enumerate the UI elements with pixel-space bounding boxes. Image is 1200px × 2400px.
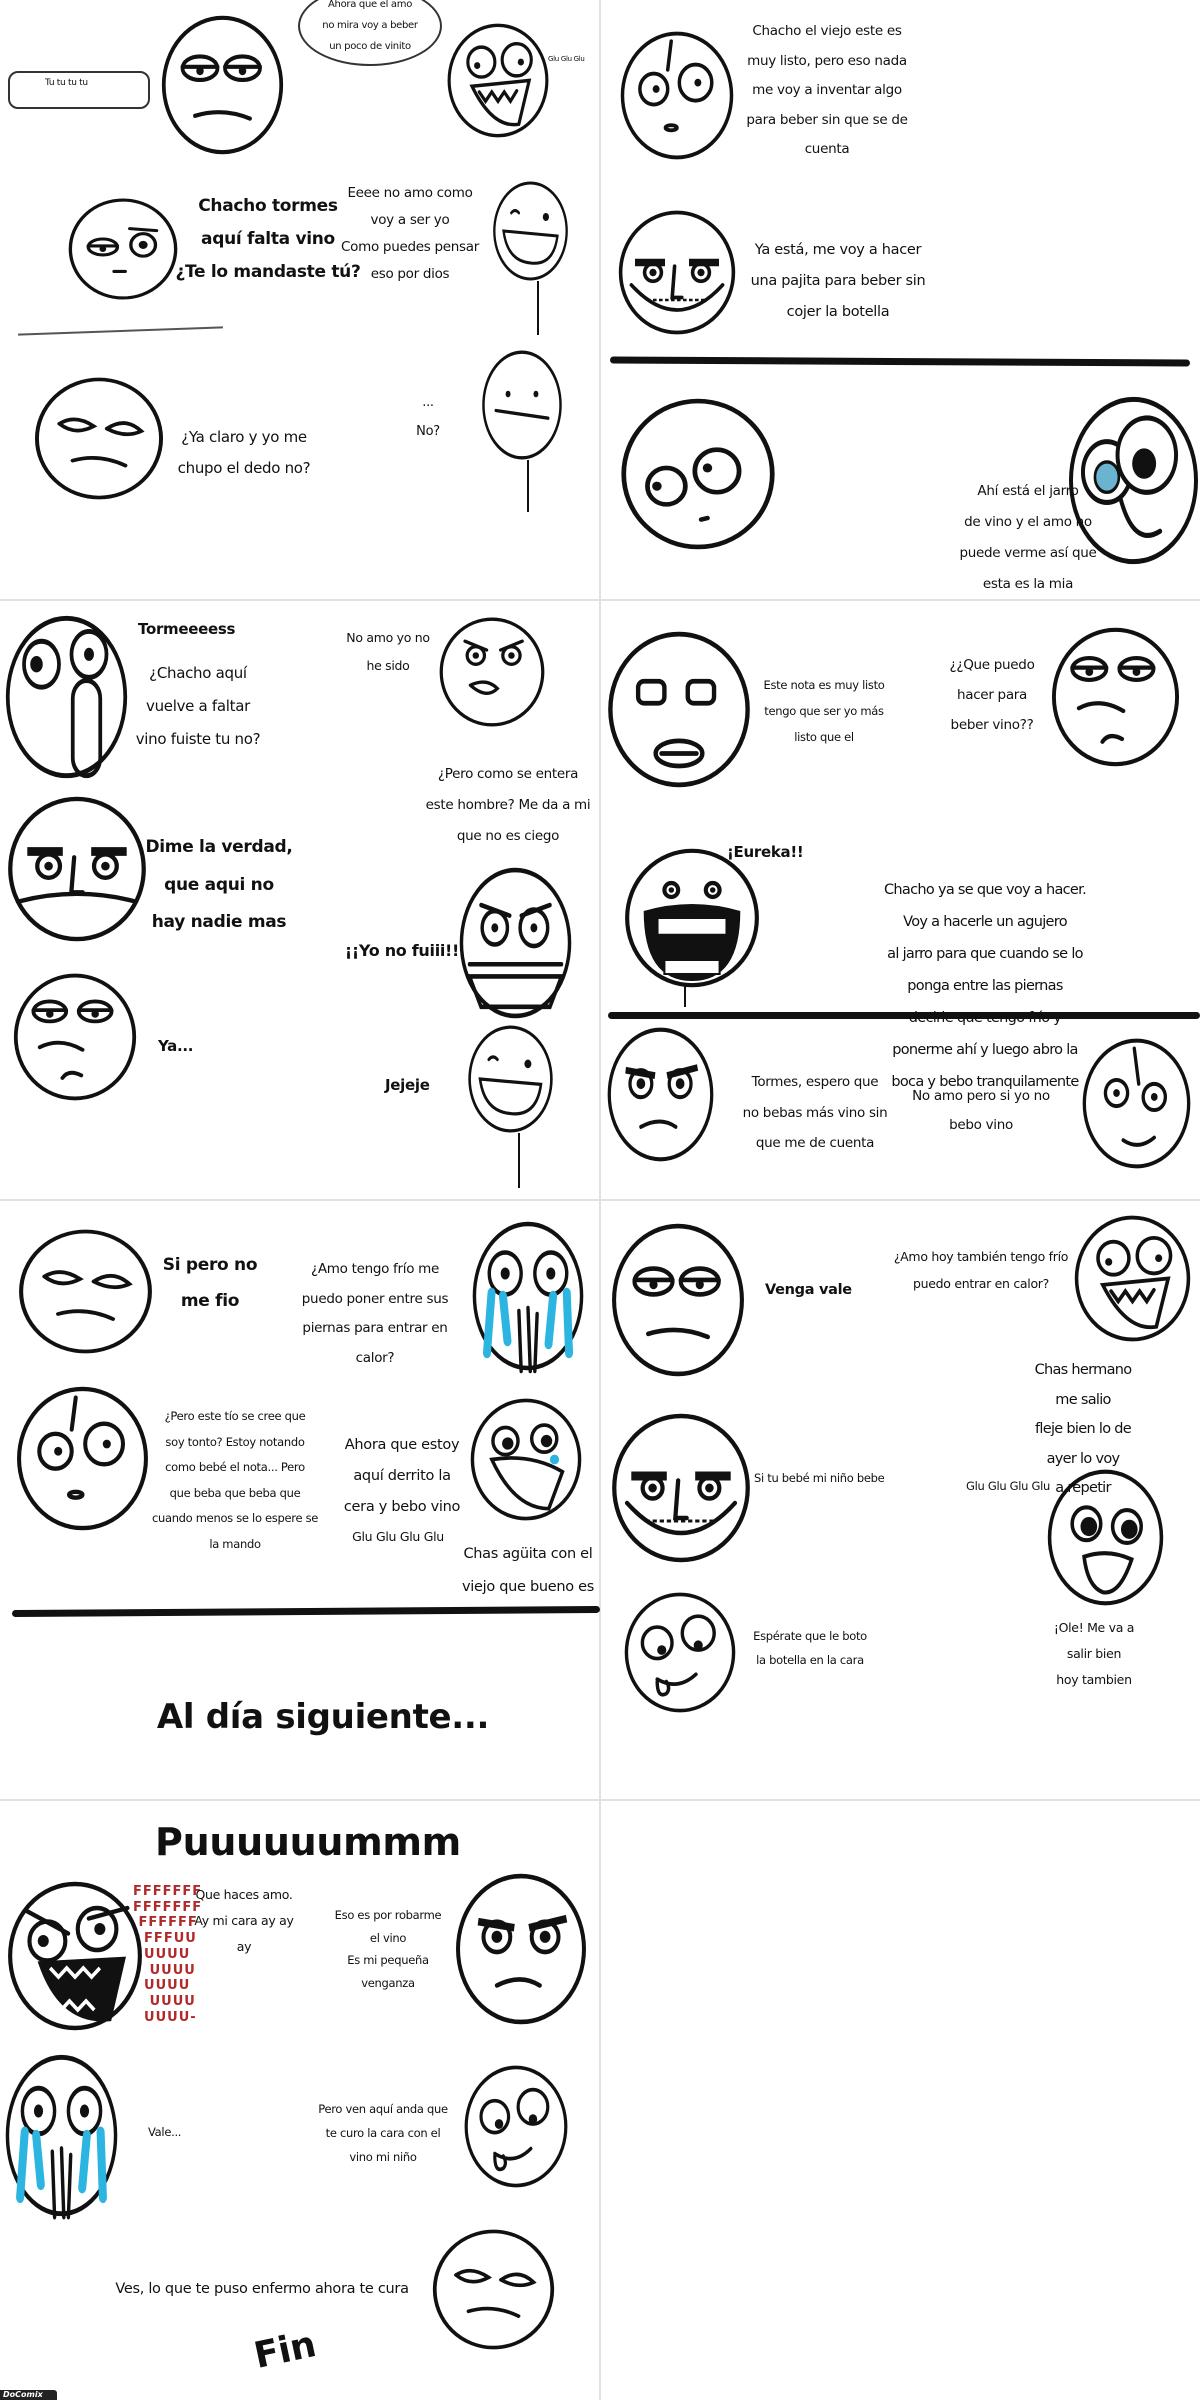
derp-face	[623, 1592, 737, 1713]
dialogue-text: Chacho tormes aquí falta vino ¿Te lo mandaste tú?	[175, 196, 361, 282]
poker-smile-face	[467, 1025, 554, 1133]
dialogue-text: ¡Eureka!!	[727, 843, 804, 861]
are-you-kidding-face	[33, 377, 165, 500]
desk-line	[18, 326, 223, 335]
rage-face	[6, 1881, 144, 2031]
dialogue-text: Ahora que estoy aquí derrito la cera y bebo vino	[343, 1437, 461, 1515]
dialogue-text: Espérate que le boto la botella en la cara	[753, 1629, 867, 1667]
dialogue-text: ... No?	[416, 395, 440, 439]
dialogue-text: ¡Ole! Me va a salir bien hoy tambien	[1053, 1620, 1135, 1687]
dialogue-text: Chacho ya se que voy a hacer. Voy a hacerle un agujero al jarro para que cuando se lo ponga entre las piernas decirle que tengo frío y ponerme ahí y luego abro la boca y bebo tranquilamente	[884, 882, 1086, 1090]
thought-text: Ahora que el amo no mira voy a beber un poco de vinito	[322, 0, 418, 52]
the-end-text: Fin	[250, 2324, 320, 2377]
speech-bubble	[8, 71, 150, 109]
gleeful-face	[446, 23, 550, 138]
dialogue-text: No amo pero si yo no bebo vino	[912, 1088, 1050, 1133]
gleeful-face	[1073, 1215, 1192, 1342]
stick-body	[527, 460, 529, 512]
dialogue-text: Ves, lo que te puso enfermo ahora te cura	[115, 2281, 409, 2297]
forever-alone-face	[623, 848, 761, 988]
smirk-face	[454, 1873, 588, 2025]
dialogue-text: ¿Chacho aquí vuelve a faltar vino fuiste tu no?	[135, 664, 261, 748]
dialogue-text: Este nota es muy listo tengo que ser yo más listo que el	[763, 678, 885, 744]
sound-text: Glu Glu Glu Glu	[965, 1479, 1051, 1493]
scene-divider	[610, 356, 1190, 366]
challenge-face	[12, 973, 138, 1101]
crying-face	[471, 1221, 585, 1371]
dialogue-text: ¿Amo tengo frío me puedo poner entre sus piernas para entrar en calor?	[301, 1261, 449, 1366]
dialogue-text: ¿Ya claro y yo me chupo el dedo no?	[177, 428, 311, 477]
speech-text: Tu tu tu tu	[45, 78, 88, 88]
dialogue-text: Chas agüita con el viejo que bueno es	[461, 1546, 595, 1595]
dialogue-text: Si tu bebé mi niño bebe	[754, 1471, 885, 1485]
dialogue-text: Ahí está el jarro de vino y el amo no puede verme así que esta es la mia	[959, 483, 1097, 592]
suspicious-face	[67, 198, 179, 300]
dialogue-text: ¿Amo hoy también tengo frío puedo entrar en calor?	[893, 1249, 1069, 1291]
dialogue-text: Eso es por robarme el vino Es mi pequeña venganza	[334, 1908, 442, 1990]
challenge-face	[1050, 627, 1181, 767]
dialogue-text: Tormeeeess	[138, 620, 236, 638]
y-u-no-face	[438, 617, 546, 727]
are-you-kidding-face	[431, 2229, 556, 2350]
sound-text: Glu Glu Glu	[548, 55, 585, 63]
stick-body	[518, 1133, 520, 1188]
dialogue-text: Ya...	[158, 1037, 194, 1055]
smug-face	[1081, 1038, 1192, 1169]
dialogue-text: Dime la verdad, que aqui no hay nadie mas	[145, 837, 293, 932]
are-you-kidding-face	[17, 1229, 154, 1354]
fffuuu-text: FFFFFFF FFFFFFF FFFFFF FFFUU UUUU UUUU UUUU UUUU UUUU-	[133, 1884, 203, 2025]
stick-body	[684, 985, 686, 1007]
determined-face	[606, 1027, 715, 1162]
poker-smile-face	[492, 181, 569, 281]
dialogue-text: ¿¿Que puedo hacer para beber vino??	[949, 657, 1035, 733]
me-gusta-grin-face	[617, 210, 737, 335]
dialogue-text: Vale...	[148, 2125, 182, 2139]
dialogue-text: Venga vale	[765, 1282, 852, 1298]
dialogue-text: Chas hermano me salio fleje bien lo de ayer lo voy a repetir	[1034, 1362, 1132, 1496]
docomix-logo: DoComix	[0, 2390, 57, 2400]
dialogue-text: Ya está, me voy a hacer una pajita para beber sin cojer la botella	[750, 242, 926, 320]
crying-face	[4, 2054, 119, 2217]
happy-tear-face	[469, 1398, 583, 1521]
worried-derp-face	[463, 2065, 569, 2188]
scene-divider	[12, 1606, 600, 1617]
poker-face	[481, 350, 563, 460]
dialogue-text: Pero ven aquí anda que te curo la cara con el vino mi niño	[318, 2102, 448, 2164]
dialogue-text: ¿Pero este tío se cree que soy tonto? Estoy notando como bebé el nota... Pero que beba que beba que cuando menos se lo espere se la mando	[151, 1409, 319, 1551]
scene-title: Al día siguiente...	[156, 1697, 490, 1737]
skeptical-face	[160, 15, 285, 155]
dialogue-text: Tormes, espero que no bebas más vino sin que me de cuenta	[742, 1074, 888, 1151]
split-rage-face	[458, 867, 573, 1019]
row-divider	[0, 1199, 1200, 1201]
sound-effect-title: Puuuuuummm	[155, 1820, 461, 1864]
dialogue-text: Que haces amo. Ay mi cara ay ay ay	[194, 1887, 294, 1954]
thinking-face	[15, 1386, 150, 1531]
dialogue-text: Eeee no amo como voy a ser yo Como puedes pensar eso por dios	[341, 185, 479, 282]
dialogue-text: ¡¡Yo no fuiii!!	[344, 941, 460, 960]
sound-text: Glu Glu Glu Glu	[352, 1529, 444, 1544]
me-gusta-face	[6, 796, 148, 942]
lol-face	[4, 615, 129, 779]
stick-body	[537, 281, 539, 335]
row-divider	[0, 1799, 1200, 1801]
worried-face	[606, 631, 752, 788]
dialogue-text: No amo yo no he sido	[346, 630, 430, 673]
thinking-face	[619, 31, 735, 160]
dialogue-text: Jejeje	[385, 1076, 430, 1094]
sly-face	[619, 398, 777, 550]
dialogue-text: ¿Pero como se entera este hombre? Me da a mi que no es ciego	[425, 766, 591, 844]
skeptical-face	[610, 1223, 746, 1377]
dialogue-text: Chacho el viejo este es muy listo, pero eso nada me voy a inventar algo para beber sin que se de cuenta	[746, 23, 908, 157]
me-gusta-grin-face	[610, 1413, 752, 1563]
dialogue-text: Si pero no me fio	[162, 1255, 258, 1311]
